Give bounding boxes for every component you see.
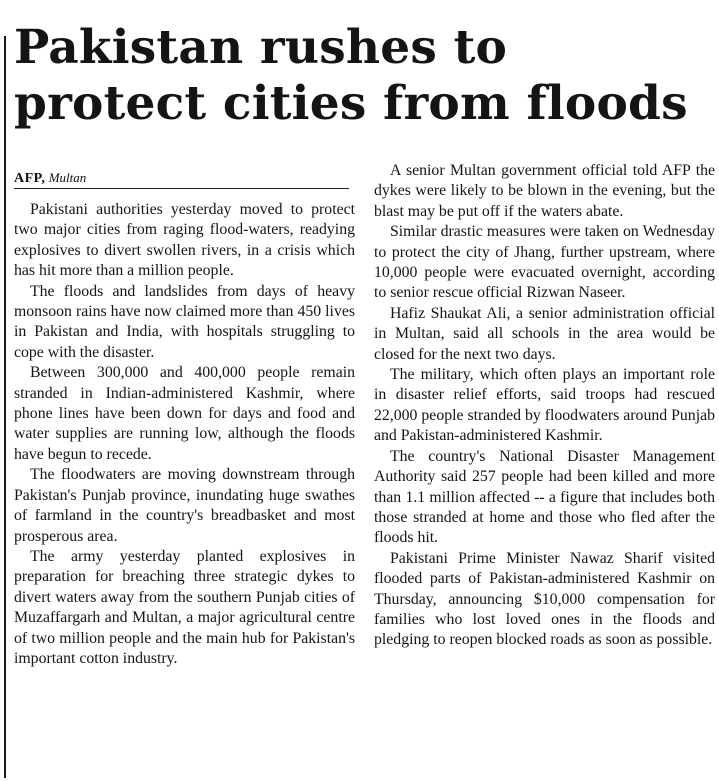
- article-column-right: [374, 161, 715, 651]
- paragraph: A senior Multan government official told AFP the dykes were likely to be blown in the evening, but the blast may be put off if the waters abate.: [374, 162, 715, 220]
- paragraph: The military, which often plays an important role in disaster relief efforts, said troops had rescued 22,000 people stranded by floodwaters around Punjab and Pakistan-administered Kashmir.: [374, 366, 715, 445]
- paragraph: The country's National Disaster Management Authority said 257 people had been killed and more than 1.1 million affected -- a figure that includes both those stranded at home and those who fled after the floods hit.: [374, 447, 715, 547]
- paragraph: The floods and landslides from days of heavy monsoon rains have now claimed more than 450 lives in Pakistan and India, with hospitals struggling to cope with the disaster.: [14, 282, 355, 361]
- byline-place: Multan: [48, 170, 87, 185]
- paragraph: Between 300,000 and 400,000 people remain stranded in Indian-administered Kashmir, where phone lines have been down for days and food and water supplies are running low, although the floods have begun to recede.: [14, 364, 355, 463]
- byline: [14, 170, 86, 187]
- byline-agency: AFP,: [14, 171, 46, 186]
- article-column-left: [14, 200, 355, 669]
- headline: Pakistan rushes to protect cities from floods: [14, 20, 688, 131]
- paragraph: Pakistani authorities yesterday moved to protect two major cities from raging flood-waters, readying explosives to divert swollen rivers, in a crisis which has hit more than a million people.: [14, 201, 355, 280]
- paragraph: The floodwaters are moving downstream through Pakistan's Punjab province, inundating huge swathes of farmland in the country's breadbasket and most prosperous area.: [14, 466, 355, 545]
- paragraph: Pakistani Prime Minister Nawaz Sharif visited flooded parts of Pakistan-administered Kashmir on Thursday, announcing $10,000 compensation for families who lost loved ones in the floods and pledging to reopen blocked roads as soon as possible.: [374, 549, 715, 649]
- column-rule: [4, 36, 6, 778]
- byline-divider: [14, 188, 349, 189]
- paragraph: Hafiz Shaukat Ali, a senior administration official in Multan, said all schools in the area would be closed for the next two days.: [374, 304, 715, 363]
- paragraph: Similar drastic measures were taken on Wednesday to protect the city of Jhang, further upstream, where 10,000 people were evacuated overnight, according to senior rescue official Rizwan Naseer.: [374, 223, 715, 302]
- paragraph: The army yesterday planted explosives in preparation for breaching three strategic dykes to divert waters away from the southern Punjab cities of Muzaffargarh and Multan, a major agricultural centre of two million people and the main hub for Pakistan's important cotton industry.: [14, 547, 355, 667]
